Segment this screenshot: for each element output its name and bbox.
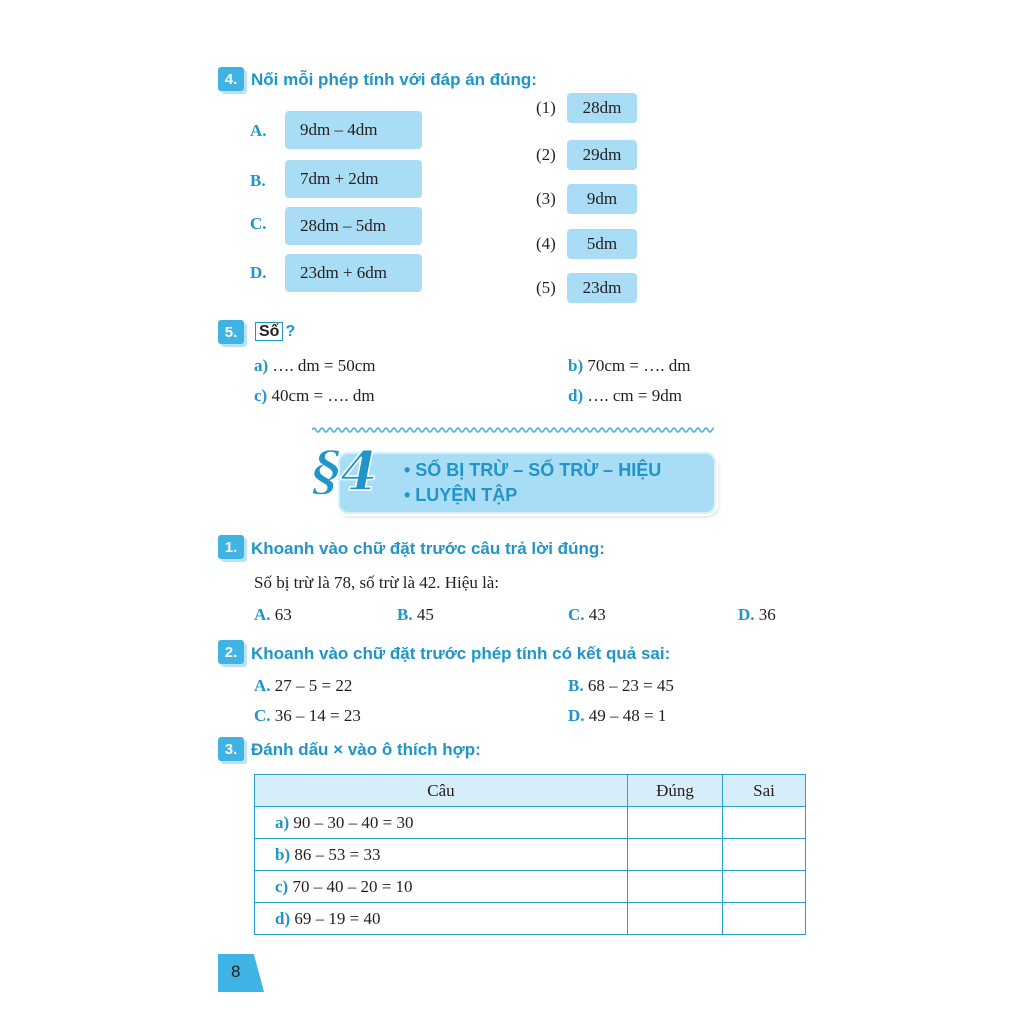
- row-label: d): [275, 908, 291, 928]
- row-question: [255, 807, 628, 839]
- item-label: a): [254, 356, 269, 375]
- section-exercise-3-number: 3.: [218, 737, 244, 761]
- item-text: …. cm = 9dm: [587, 386, 682, 405]
- row-label: c): [275, 876, 289, 896]
- option-text: 63: [274, 605, 292, 624]
- row-text: 70 – 40 – 20 = 10: [292, 876, 413, 896]
- answer-number-2: (2): [536, 145, 556, 164]
- table-row: [255, 807, 806, 839]
- section-title-2: • LUYỆN TẬP: [404, 485, 518, 505]
- option-letter: C.: [568, 605, 585, 624]
- s2-option-b[interactable]: [568, 676, 674, 696]
- ex5-item-d: [568, 386, 682, 406]
- s1-option-b[interactable]: [397, 605, 434, 625]
- answer-box-2[interactable]: 29dm: [567, 140, 637, 170]
- answer-number-1: (1): [536, 98, 556, 117]
- section-exercise-3-title: Đánh dấu × vào ô thích hợp:: [251, 740, 481, 759]
- exercise-4-title: Nối mỗi phép tính với đáp án đúng:: [251, 70, 537, 89]
- answer-number-5: (5): [536, 278, 556, 297]
- option-letter: B.: [397, 605, 413, 624]
- table-row: [255, 839, 806, 871]
- s2-option-a[interactable]: [254, 676, 352, 696]
- option-text: 36: [758, 605, 776, 624]
- option-letter: D.: [738, 605, 755, 624]
- expression-box-c[interactable]: 28dm – 5dm: [285, 207, 422, 245]
- row-question: [255, 839, 628, 871]
- option-letter-b: B.: [250, 171, 266, 190]
- answer-box-1[interactable]: 28dm: [567, 93, 637, 123]
- row-label: b): [275, 844, 291, 864]
- option-text: 43: [588, 605, 606, 624]
- s1-option-c[interactable]: [568, 605, 606, 625]
- item-label: d): [568, 386, 584, 405]
- ex5-item-a: [254, 356, 376, 376]
- page-number-tab: [218, 954, 264, 992]
- item-text: 40cm = …. dm: [271, 386, 375, 405]
- answer-box-4[interactable]: 5dm: [567, 229, 637, 259]
- option-letter: C.: [254, 706, 271, 725]
- row-text: 90 – 30 – 40 = 30: [293, 812, 414, 832]
- false-cell[interactable]: [723, 871, 806, 903]
- s1-option-d[interactable]: [738, 605, 776, 625]
- ex5-item-b: [568, 356, 690, 376]
- true-cell[interactable]: [628, 839, 723, 871]
- section-title-1: • SỐ BỊ TRỪ – SỐ TRỪ – HIỆU: [404, 460, 662, 480]
- answer-number-4: (4): [536, 234, 556, 253]
- option-text: 45: [416, 605, 434, 624]
- option-letter-d: D.: [250, 263, 267, 282]
- section-mark: §4: [312, 439, 378, 503]
- exercise-5-title: [255, 323, 295, 341]
- option-text: 27 – 5 = 22: [274, 676, 353, 695]
- option-letter-c: C.: [250, 214, 267, 233]
- answer-table: [254, 774, 806, 935]
- wavy-divider: [312, 424, 714, 436]
- ex5-item-c: [254, 386, 375, 406]
- s1-option-a[interactable]: [254, 605, 292, 625]
- table-row: [255, 871, 806, 903]
- true-cell[interactable]: [628, 903, 723, 935]
- answer-box-5[interactable]: 23dm: [567, 273, 637, 303]
- section-exercise-2-title: Khoanh vào chữ đặt trước phép tính có kết quả sai:: [251, 644, 671, 663]
- row-question: [255, 871, 628, 903]
- option-text: 68 – 23 = 45: [587, 676, 674, 695]
- s2-option-c[interactable]: [254, 706, 361, 726]
- false-cell[interactable]: [723, 903, 806, 935]
- expression-box-a[interactable]: 9dm – 4dm: [285, 111, 422, 149]
- exercise-5-number: 5.: [218, 320, 244, 344]
- table-row: [255, 903, 806, 935]
- row-question: [255, 903, 628, 935]
- option-letter: A.: [254, 676, 271, 695]
- false-cell[interactable]: [723, 807, 806, 839]
- section-exercise-1-number: 1.: [218, 535, 244, 559]
- option-text: 36 – 14 = 23: [274, 706, 361, 725]
- true-cell[interactable]: [628, 807, 723, 839]
- option-text: 49 – 48 = 1: [588, 706, 667, 725]
- table-header-row: [255, 775, 806, 807]
- expression-box-d[interactable]: 23dm + 6dm: [285, 254, 422, 292]
- false-cell[interactable]: [723, 839, 806, 871]
- header-true: Đúng: [628, 775, 723, 807]
- item-label: c): [254, 386, 268, 405]
- so-box: Số: [255, 322, 283, 341]
- option-letter: A.: [254, 605, 271, 624]
- section-exercise-1-title: Khoanh vào chữ đặt trước câu trả lời đúng:: [251, 539, 605, 558]
- option-letter: B.: [568, 676, 584, 695]
- expression-box-b[interactable]: 7dm + 2dm: [285, 160, 422, 198]
- row-label: a): [275, 812, 290, 832]
- row-text: 69 – 19 = 40: [294, 908, 381, 928]
- item-label: b): [568, 356, 584, 375]
- page-number: 8: [231, 962, 241, 981]
- s1-question: Số bị trừ là 78, số trừ là 42. Hiệu là:: [254, 573, 500, 592]
- answer-box-3[interactable]: 9dm: [567, 184, 637, 214]
- item-text: 70cm = …. dm: [587, 356, 691, 375]
- question-mark: ?: [285, 323, 296, 340]
- s2-option-d[interactable]: [568, 706, 666, 726]
- section-exercise-2-number: 2.: [218, 640, 244, 664]
- option-letter-a: A.: [250, 121, 267, 140]
- header-question: Câu: [255, 775, 628, 807]
- item-text: …. dm = 50cm: [272, 356, 376, 375]
- true-cell[interactable]: [628, 871, 723, 903]
- header-false: Sai: [723, 775, 806, 807]
- exercise-4-number: 4.: [218, 67, 244, 91]
- row-text: 86 – 53 = 33: [294, 844, 381, 864]
- answer-number-3: (3): [536, 189, 556, 208]
- option-letter: D.: [568, 706, 585, 725]
